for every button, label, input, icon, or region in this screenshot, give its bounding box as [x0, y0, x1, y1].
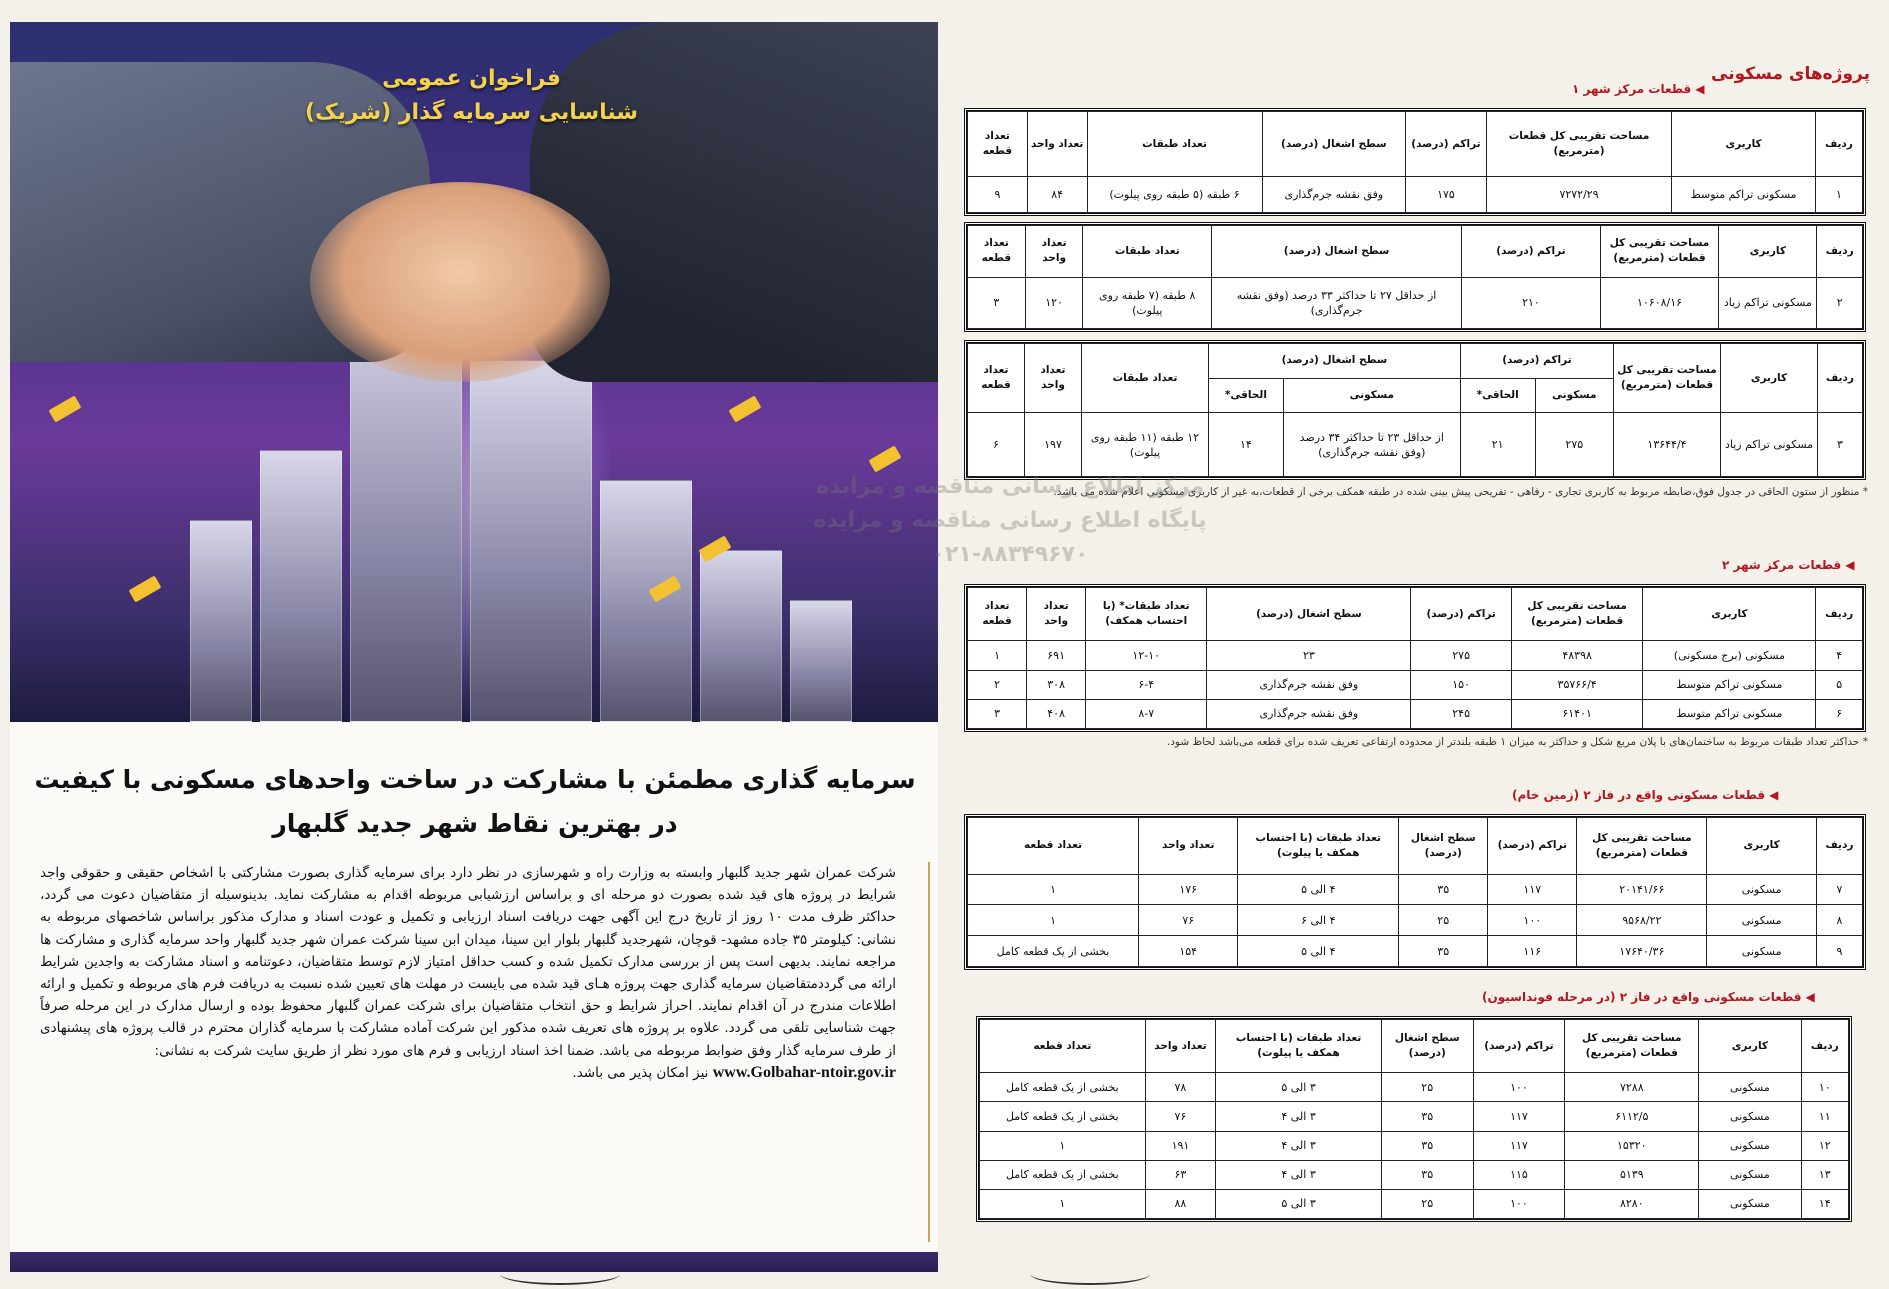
building — [470, 360, 592, 722]
hero-title — [305, 62, 638, 130]
table-center2 — [964, 584, 1866, 732]
triangle-icon: ◀ — [1695, 82, 1705, 96]
table-row: ۶ مسکونی تراکم متوسط ۶۱۴۰۱ ۲۴۵ وفق نقشه جرم‌گذاری ۸-۷ ۴۰۸ ۳ — [968, 699, 1863, 728]
watermark: مرکز اطلاع رسانی مناقصه و مزایده پایگاه اطلاع رسانی مناقصه و مزایده ۰۲۱-۸۸۳۴۹۶۷۰ — [813, 474, 1207, 567]
table-row: ۷ مسکونی ۲۰۱۴۱/۶۶ ۱۱۷ ۳۵ ۴ الی ۵ ۱۷۶ ۱ — [968, 874, 1863, 905]
table-phase2-foundation — [976, 1016, 1852, 1222]
building — [790, 600, 852, 722]
table-header-row: ردیف کاربری مساحت تقریبی کل قطعات (مترمربع) تراکم (درصد) سطح اشغال (درصد) تعداد طبقات (با احتساب همکف یا پیلوت) تعداد واحد تعداد قطعه — [980, 1020, 1849, 1073]
note-floors: * حداکثر تعداد طبقات مربوط به ساختمان‌های با پلان مربع شکل و حداکثر به میزان ۱ طبقه بلندتر از محدوده ارتفاعی تعریف شده برای قطعه می‌باشد لحاظ شود. — [1166, 736, 1868, 748]
triangle-icon: ◀ — [1845, 558, 1855, 572]
advert-body — [40, 862, 896, 1084]
table-row: ۹ مسکونی ۱۷۶۴۰/۳۶ ۱۱۶ ۳۵ ۴ الی ۵ ۱۵۴ بخشی از یک قطعه کامل — [968, 936, 1863, 967]
table-row: ۳ مسکونی تراکم زیاد ۱۳۶۴۴/۴ ۲۷۵ ۲۱ از حداقل ۲۳ تا حداکثر ۳۴ درصد (وفق نقشه جرم‌گذاری) ۱۴ ۱۲ طبقه (۱۱ طبقه روی پیلوت) ۱۹۷ ۶ — [968, 413, 1863, 477]
table-row: ۴ مسکونی (برج مسکونی) ۴۸۳۹۸ ۲۷۵ ۲۳ ۱۲-۱۰ ۶۹۱ ۱ — [968, 641, 1863, 670]
table-row: ۱۱ مسکونی ۶۱۱۲/۵ ۱۱۷ ۳۵ ۳ الی ۴ ۷۶ بخشی از یک قطعه کامل — [980, 1102, 1849, 1131]
confetti-piece — [869, 445, 902, 472]
residential-projects — [952, 22, 1878, 1272]
section-title-phase2-raw: ◀قطعات مسکونی واقع در فاز ۲ (زمین خام) — [1512, 788, 1779, 802]
table-row: ۱ مسکونی تراکم متوسط ۷۲۷۲/۲۹ ۱۷۵ وفق نقشه جرم‌گذاری ۶ طبقه (۵ طبقه روی پیلوت) ۸۴ ۹ — [968, 177, 1863, 213]
building — [190, 520, 252, 722]
website-suffix: نیز امکان پذیر می باشد. — [572, 1064, 709, 1081]
headline — [30, 758, 920, 846]
table-subheader-row: مسکونی الحاقی* مسکونی الحاقی* — [968, 378, 1863, 413]
triangle-icon: ◀ — [1805, 990, 1815, 1004]
handshake-hero-image — [10, 22, 938, 722]
table-row: ۱۴ مسکونی ۸۲۸۰ ۱۰۰ ۲۵ ۳ الی ۵ ۸۸ ۱ — [980, 1189, 1849, 1218]
handwritten-mark — [1030, 1263, 1150, 1285]
handwritten-mark — [500, 1263, 620, 1285]
section-title-center2: ◀قطعات مرکز شهر ۲ — [1722, 558, 1855, 572]
table-center1-c — [964, 340, 1866, 480]
hero-title-line1: فراخوان عمومی — [382, 66, 561, 91]
section-title-phase2-foundation: ◀قطعات مسکونی واقع در فاز ۲ (در مرحله فونداسیون) — [1482, 990, 1815, 1004]
table-row: ۱۲ مسکونی ۱۵۳۲۰ ۱۱۷ ۳۵ ۳ الی ۴ ۱۹۱ ۱ — [980, 1131, 1849, 1160]
website-link[interactable]: www.Golbahar-ntoir.gov.ir — [712, 1063, 896, 1081]
table-row: ۲ مسکونی تراکم زیاد ۱۰۶۰۸/۱۶ ۲۱۰ از حداقل ۲۷ تا حداکثر ۳۳ درصد (وفق نقشه جرم‌گذاری) ۸ طبقه (۷ طبقه روی پیلوت) ۱۲۰ ۳ — [968, 277, 1863, 329]
building — [260, 450, 342, 722]
table-center1-b — [964, 222, 1866, 332]
confetti-piece — [49, 395, 82, 422]
projects-title: پروژه‌های مسکونی — [1711, 64, 1870, 84]
building — [600, 480, 692, 722]
headline-line1: سرمایه گذاری مطمئن با مشارکت در ساخت واحدهای مسکونی با کیفیت — [34, 765, 916, 794]
headline-line2: در بهترین نقاط شهر جدید گلبهار — [272, 809, 678, 838]
advert-body-text: شرکت عمران شهر جدید گلبهار وابسته به وزارت راه و شهرسازی در نظر دارد برای سرمایه گذاری بصورت مشارکتی با اشخاص حقیقی و حقوقی واجد شرایط در پروژه های قید شده بصورت دو مرحله ای و براساس ارزشیابی مربوطه اقدام به مشارکت نماید. بدینوسیله از متقاضیان دعوت می گردد، حداکثر ظرف مدت ۱۰ روز از تاریخ درج این آگهی جهت دریافت اسناد ارزیابی و تکمیل و عودت اسناد و مدارک مذکور براساس شاخصهای مربوطه به نشانی: کیلومتر ۳۵ جاده مشهد- قوچان، شهرجدید گلبهار بلوار ابن سینا، میدان ابن سینا شرکت عمران شهر جدید گلبهار واحد سرمایه گذاری و مشارکت ها مراجعه نمایند. بدیهی است پس از بررسی مدارک تکمیل شده و کسب حداقل امتیاز لازم توسط متقاضیان، دعوتنامه و اسناد مشارکت به واجدین شرایط ارائه می گرددمتقاضیان سرمایه گذاری جهت پروژه هـای قید شده می بایست در مهلت های تعیین شده نسبت به دریافت فرم های مربوطه و تکمیل و ارائه اطلاعات مندرج در آن اقدام نمایند. احراز شرایط و حق انتخاب متقاضیان برای شرکت عمران گلبهار محفوظ بوده و ارسال مدارک در این مرحله صرفاً جهت شناسایی تلقی می گردد. علاوه بر پروژه های تعریف شده مذکور این شرکت آماده مشارکت با سرمایه گذاران محترم در قالب پروژه های پیشنهادی از طرف سرمایه گذار وفق ضوابط مربوطه می باشد. ضمنا اخذ اسناد ارزیابی و فرم های مورد نظر از طریق سایت شرکت به نشانی: — [40, 865, 896, 1059]
table-row: ۱۳ مسکونی ۵۱۳۹ ۱۱۵ ۳۵ ۳ الی ۴ ۶۳ بخشی از یک قطعه کامل — [980, 1160, 1849, 1189]
table-row: ۸ مسکونی ۹۵۶۸/۲۲ ۱۰۰ ۲۵ ۴ الی ۶ ۷۶ ۱ — [968, 905, 1863, 936]
section-title-center1: ◀قطعات مرکز شهر ۱ — [1572, 82, 1705, 96]
table-header-row: ردیف کاربری مساحت تقریبی کل قطعات (مترمربع) تراکم (درصد) سطح اشغال (درصد) تعداد طبقات تعداد واحد تعداد قطعه — [968, 344, 1863, 379]
confetti-piece — [729, 395, 762, 422]
handshake-clasp — [310, 182, 610, 382]
footer-bar — [10, 1252, 938, 1272]
note-annex: * منظور از ستون الحاقی در جدول فوق،ضابطه مربوط به کاربری تجاری - رفاهی - تفریحی پیش بینی شده در طبقه همکف برخی از قطعات،به غیر از کاربری مسکونی اعلام شده می باشد. — [1053, 486, 1868, 498]
hero-title-line2: شناسایی سرمایه گذار (شریک) — [305, 100, 638, 125]
table-phase2-raw — [964, 814, 1866, 970]
table-header-row: ردیف کاربری مساحت تقریبی کل قطعات (مترمربع) تراکم (درصد) سطح اشغال (درصد) تعداد طبقات تعداد واحد تعداد قطعه — [968, 226, 1863, 278]
gold-divider — [928, 862, 930, 1242]
triangle-icon: ◀ — [1769, 788, 1779, 802]
table-header-row: ردیف کاربری مساحت تقریبی کل قطعات (مترمربع) تراکم (درصد) سطح اشغال (درصد) تعداد طبقات* (با احتساب همکف) تعداد واحد تعداد قطعه — [968, 588, 1863, 641]
table-header-row: ردیف کاربری مساحت تقریبی کل قطعات (مترمربع) تراکم (درصد) سطح اشغال (درصد) تعداد طبقات (با احتساب همکف یا پیلوت) تعداد واحد تعداد قطعه — [968, 818, 1863, 875]
table-row: ۵ مسکونی تراکم متوسط ۳۵۷۶۶/۴ ۱۵۰ وفق نقشه جرم‌گذاری ۶-۴ ۳۰۸ ۲ — [968, 670, 1863, 699]
table-row: ۱۰ مسکونی ۷۲۸۸ ۱۰۰ ۲۵ ۳ الی ۵ ۷۸ بخشی از یک قطعه کامل — [980, 1073, 1849, 1102]
investment-advert — [10, 22, 938, 1272]
confetti-piece — [129, 575, 162, 602]
table-header-row: ردیف کاربری مساحت تقریبی کل قطعات (مترمربع) تراکم (درصد) سطح اشغال (درصد) تعداد طبقات تعداد واحد تعداد قطعه — [968, 112, 1863, 177]
building — [700, 550, 782, 722]
table-center1-a — [964, 108, 1866, 216]
